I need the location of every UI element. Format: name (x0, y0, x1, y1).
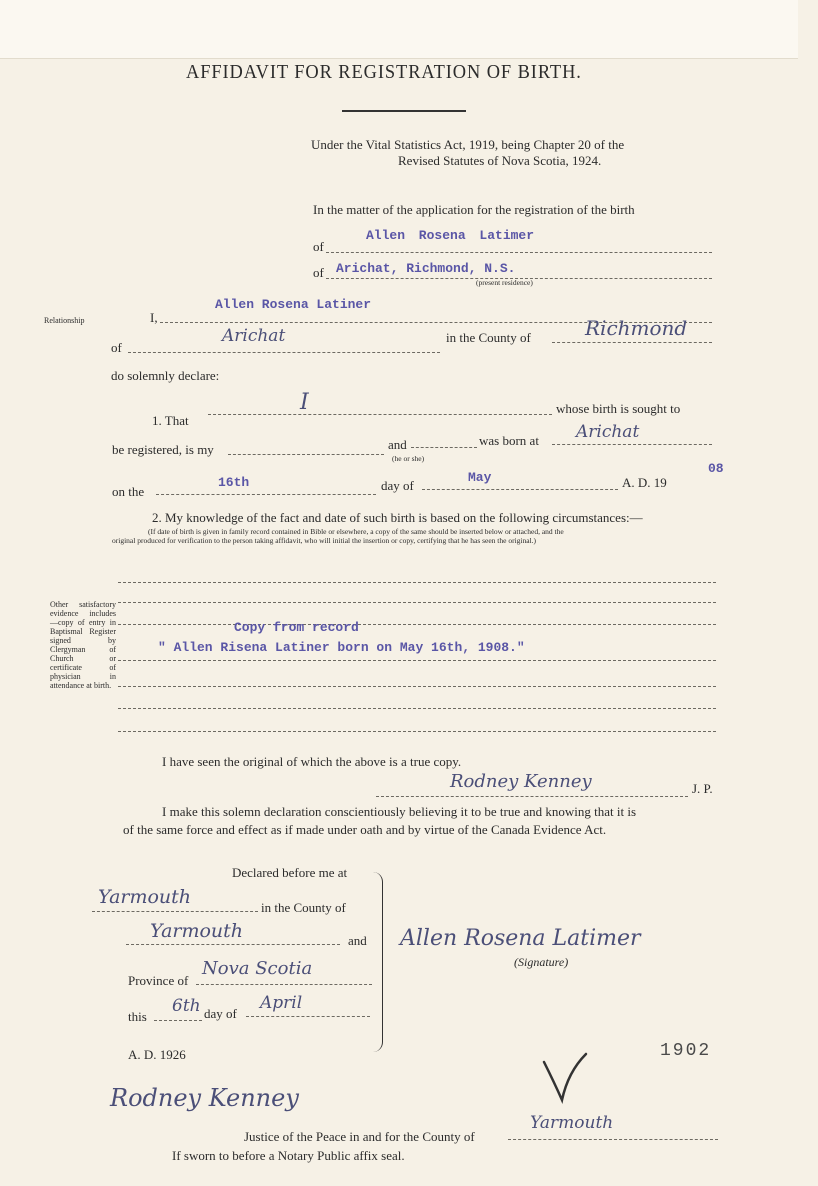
evidence-line-4 (118, 660, 716, 661)
whose-birth: whose birth is sought to (556, 401, 681, 416)
person-line (208, 414, 552, 415)
declaration-line-1: I make this solemn declaration conscientiously believing it to be true and knowing that it is (162, 804, 637, 819)
declared-county-line (126, 944, 340, 945)
he-she-line (411, 447, 477, 448)
birth-day: 16th (218, 475, 250, 490)
title-rule (342, 110, 466, 112)
residence-label: (present residence) (476, 278, 533, 287)
of-label-1: of (313, 239, 324, 254)
declarant-county-line (552, 342, 712, 343)
declared-before: Declared before me at (232, 865, 348, 880)
notary-note: If sworn to before a Notary Public affix seal. (172, 1148, 405, 1163)
person: I (300, 390, 309, 415)
evidence-line-3 (118, 624, 716, 625)
of-label-2: of (313, 265, 324, 280)
justice-county-line (508, 1139, 718, 1140)
birth-month: May (468, 470, 492, 485)
born-at-line (552, 444, 712, 445)
born-at: Arichat (576, 422, 640, 442)
jp-label: J. P. (692, 781, 713, 796)
declared-place-line (92, 911, 258, 912)
and-label-2: and (348, 933, 367, 948)
paper-tab (0, 0, 798, 59)
ad-label-1: A. D. 19 (622, 475, 667, 490)
evidence-line-2 (118, 602, 716, 603)
seen-original: I have seen the original of which the above is a true copy. (162, 754, 462, 769)
be-registered: be registered, is my (112, 442, 214, 457)
declared-day-line (154, 1020, 202, 1021)
declared-county: Yarmouth (150, 920, 244, 942)
province-line (196, 984, 372, 985)
that-label: 1. That (152, 413, 189, 428)
i-label: I, (150, 310, 158, 325)
day-line (156, 494, 376, 495)
born-at-label: was born at (479, 433, 539, 448)
check-mark-icon (540, 1050, 590, 1110)
jp-signature: Rodney Kenney (450, 771, 592, 792)
on-the-label: on the (112, 484, 145, 499)
record-line-1: Copy from record (234, 620, 359, 635)
county-label-2: in the County of (261, 900, 346, 915)
and-label: and (388, 437, 407, 452)
evidence-line-5 (118, 686, 716, 687)
of-label-3: of (111, 340, 122, 355)
declared-day: 6th (172, 996, 201, 1016)
record-line-2: " Allen Risena Latiner born on May 16th, 1908." (158, 640, 525, 655)
solemnly-declare: do solemnly declare: (111, 368, 220, 383)
ad-label-2: A. D. 1926 (128, 1047, 186, 1062)
signature-label: (Signature) (514, 955, 569, 969)
day-of-label-2: day of (204, 1006, 237, 1021)
evidence-line-1 (118, 582, 716, 583)
declarant-place-line (128, 352, 440, 353)
act-line-1: Under the Vital Statistics Act, 1919, being Chapter 20 of the (311, 137, 625, 152)
declared-place: Yarmouth (98, 886, 192, 908)
declarant-county: Richmond (585, 316, 688, 340)
justice-text: Justice of the Peace in and for the County of (244, 1129, 475, 1144)
evidence-line-6 (118, 708, 716, 709)
document-title: AFFIDAVIT FOR REGISTRATION OF BIRTH. (186, 61, 582, 83)
province: Nova Scotia (202, 958, 313, 979)
declaration-line-2: of the same force and effect as if made under oath and by virtue of the Canada Evidence Act. (123, 822, 607, 837)
matter-intro: In the matter of the application for the registration of the birth (313, 202, 635, 217)
child-name: Allen Rosena Latimer (366, 228, 535, 243)
relation-line (228, 454, 384, 455)
clause-2-text: 2. My knowledge of the fact and date of such birth is based on the following circumstances:— (152, 510, 643, 525)
birth-year: 08 (708, 461, 724, 476)
month-line (422, 489, 618, 490)
declared-month: April (260, 993, 303, 1013)
declarant-signature: Allen Rosena Latimer (400, 926, 641, 951)
declarant-name: Allen Rosena Latiner (215, 297, 372, 312)
justice-county: Yarmouth (530, 1113, 614, 1133)
justice-signature: Rodney Kenney (110, 1084, 299, 1112)
county-label-1: in the County of (446, 330, 531, 345)
this-label: this (128, 1009, 147, 1024)
relationship-label: Relationship (44, 316, 85, 325)
declarant-place: Arichat (222, 326, 286, 346)
he-or-she: (he or she) (392, 454, 425, 463)
clause-2-note-1: (If date of birth is given in family record contained in Bible or elsewhere, a copy of the same should be inserted below or attached, and the (148, 527, 564, 536)
day-of-label: day of (381, 478, 414, 493)
residence: Arichat, Richmond, N.S. (336, 261, 516, 276)
evidence-line-7 (118, 731, 716, 732)
declared-month-line (246, 1016, 370, 1017)
act-line-2: Revised Statutes of Nova Scotia, 1924. (398, 153, 602, 168)
province-label: Province of (128, 973, 189, 988)
stamp-number: 1902 (660, 1041, 712, 1061)
clause-2-note-2: original produced for verification to the person taking affidavit, who will initial the insertion or copy, certifying that he has seen the original.) (112, 536, 537, 545)
jp-signature-line (376, 796, 688, 797)
margin-note: Other satisfactory evidence includes —copy of entry in Baptismal Register signed by Clergyman of Church or certificate of physician in attendance at birth. (50, 600, 116, 690)
declaration-brace (372, 872, 383, 1052)
child-name-line (326, 252, 712, 253)
